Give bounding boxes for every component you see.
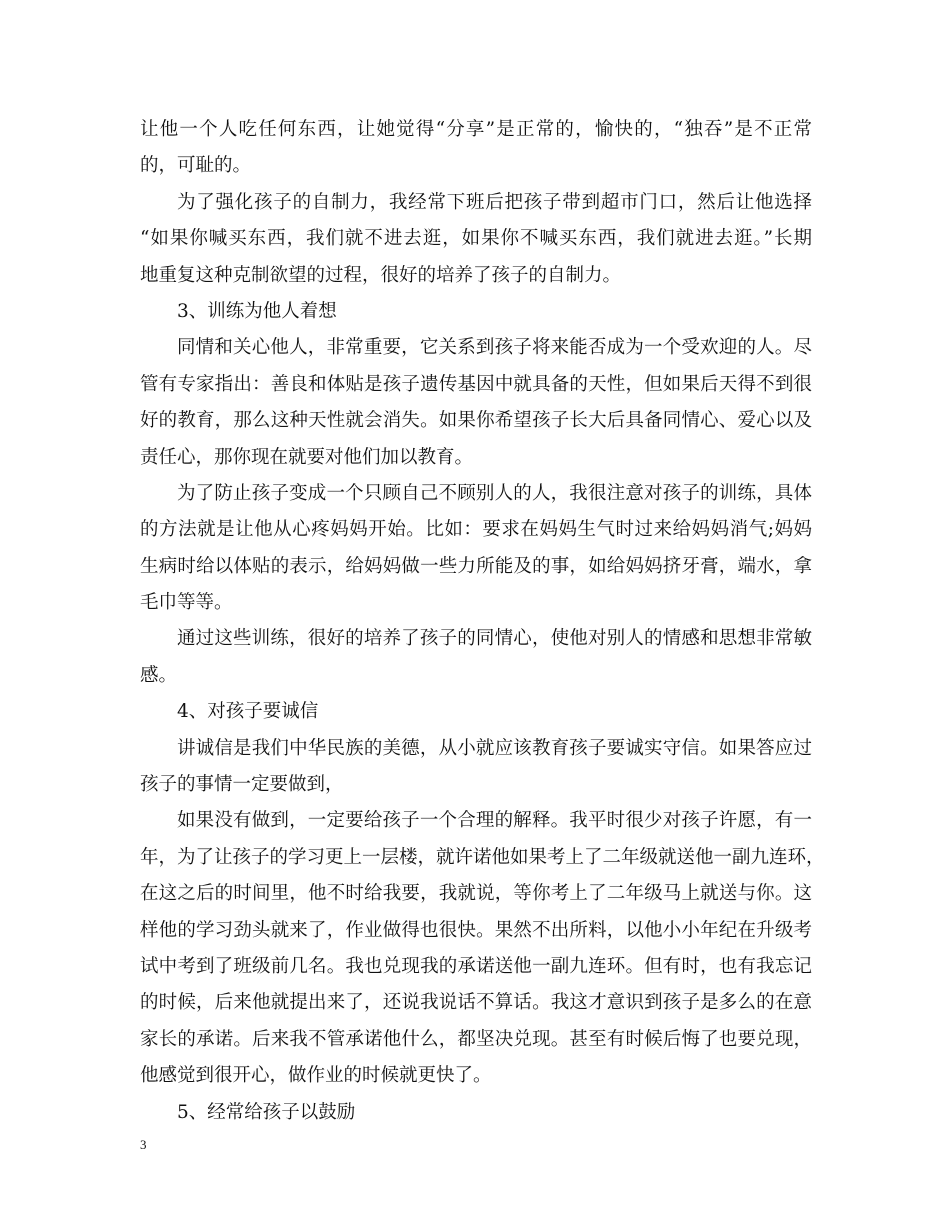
- text-line: 毛巾等等。: [140, 592, 233, 614]
- text-line: 的时候，后来他就提出来了，还说我说话不算话。我这才意识到孩子是多么的在意: [140, 992, 812, 1014]
- text-line: 家长的承诺。后来我不管承诺他什么，都坚决兑现。甚至有时候后悔了也要兑现，: [140, 1028, 812, 1050]
- text-line: 感。: [140, 664, 178, 686]
- text-line: 通过这些训练，很好的培养了孩子的同情心，使他对别人的情感和思想非常敏: [177, 628, 812, 650]
- text-line: 生病时给以体贴的表示，给妈妈做一些力所能及的事，如给妈妈挤牙膏，端水，拿: [140, 555, 812, 577]
- text-line: 4、对孩子要诚信: [177, 701, 319, 723]
- text-line: 年，为了让孩子的学习更上一层楼，就许诺他如果考上了二年级就送他一副九连环，: [140, 846, 825, 868]
- text-line: 3、训练为他人着想: [177, 300, 337, 322]
- text-line: 地重复这种克制欲望的过程，很好的培养了孩子的自制力。: [140, 264, 622, 286]
- page-number: 3: [140, 1137, 147, 1152]
- text-line: 孩子的事情一定要做到，: [140, 774, 344, 796]
- text-line: 试中考到了班级前几名。我也兑现我的承诺送他一副九连环。但有时，也有我忘记: [140, 955, 812, 977]
- text-line: 的，可耻的。: [140, 155, 252, 177]
- text-line: 管有专家指出：善良和体贴是孩子遗传基因中就具备的天性，但如果后天得不到很: [140, 373, 812, 395]
- text-line: 讲诚信是我们中华民族的美德，从小就应该教育孩子要诚实守信。如果答应过: [177, 737, 812, 759]
- text-line: 样他的学习劲头就来了，作业做得也很快。果然不出所料，以他小小年纪在升级考: [140, 919, 812, 941]
- text-line: 让他一个人吃任何东西，让她觉得“分享”是正常的，愉快的，“独吞”是不正常: [140, 119, 812, 140]
- text-line: 为了防止孩子变成一个只顾自己不顾别人的人，我很注意对孩子的训练，具体: [177, 482, 812, 504]
- text-line: 的方法就是让他从心疼妈妈开始。比如：要求在妈妈生气时过来给妈妈消气;妈妈: [140, 519, 812, 541]
- text-line: 如果没有做到，一定要给孩子一个合理的解释。我平时很少对孩子许愿，有一: [177, 810, 812, 832]
- text-line: 5、经常给孩子以鼓励: [177, 1101, 356, 1123]
- text-line: 好的教育，那么这种天性就会消失。如果你希望孩子长大后具备同情心、爱心以及: [140, 410, 812, 432]
- text-line: 为了强化孩子的自制力，我经常下班后把孩子带到超市门口，然后让他选择: [177, 191, 812, 213]
- text-line: 他感觉到很开心，做作业的时候就更快了。: [140, 1065, 492, 1087]
- text-line: “如果你喊买东西，我们就不进去逛，如果你不喊买东西，我们就进去逛。”长期: [140, 228, 812, 250]
- text-line: 同情和关心他人，非常重要，它关系到孩子将来能否成为一个受欢迎的人。尽: [177, 337, 812, 359]
- document-body: [140, 112, 825, 1131]
- text-line: 责任心，那你现在就要对他们加以教育。: [140, 446, 474, 468]
- text-line: 在这之后的时间里，他不时给我要，我就说，等你考上了二年级马上就送与你。这: [140, 883, 812, 905]
